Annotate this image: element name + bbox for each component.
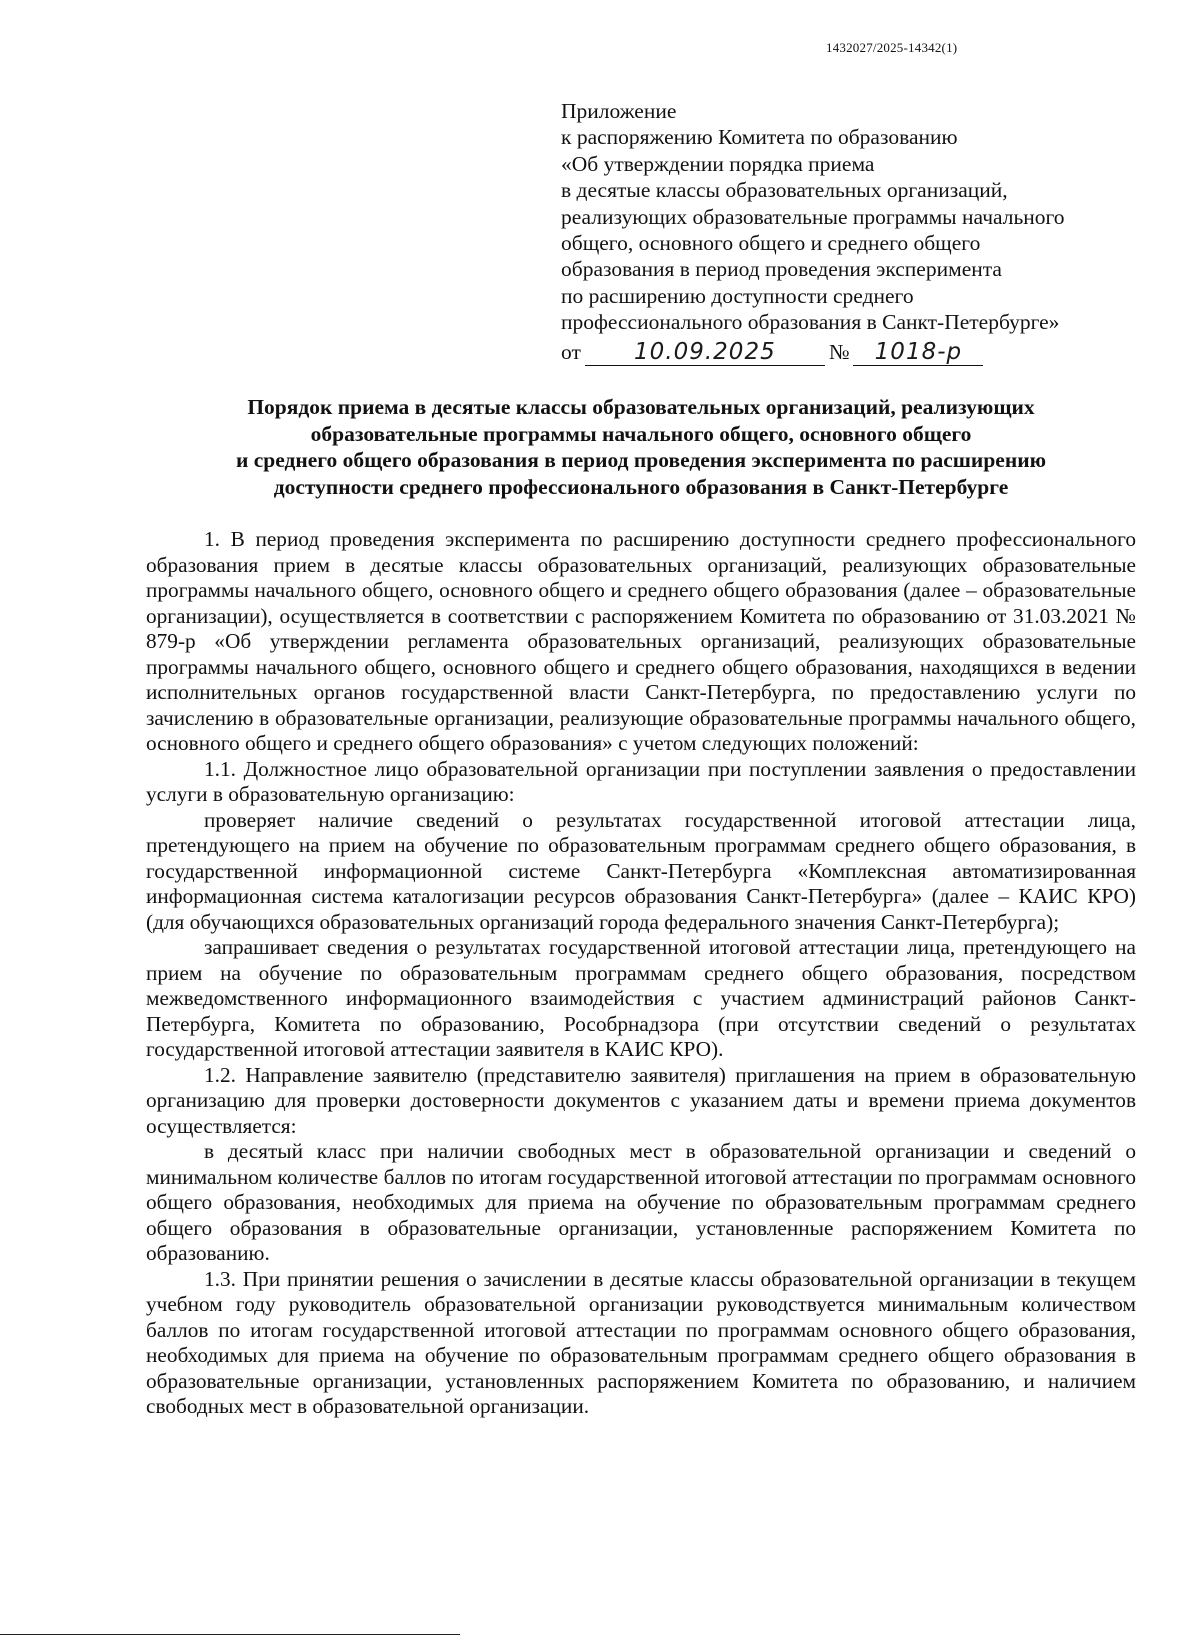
title-line: и среднего общего образования в период проведения эксперимента по расширению	[235, 448, 1047, 472]
paragraph-1-1-request: запрашивает сведения о результатах государственной итоговой аттестации лица, претендующего на прием на обучение по образовательным программам среднего общего образования, посредством межведомственного информационного взаимодействия с участием администраций районов Санкт-Петербурга, Комитета по образованию, Рособрнадзора (при отсутствии сведений о результатах государственной итоговой аттестации заявителя в КАИС КРО).	[146, 935, 1136, 1061]
appendix-line: реализующих образовательные программы начального	[561, 204, 1065, 229]
appendix-line: профессионального образования в Санкт-Петербурге»	[561, 310, 1060, 335]
appendix-line: общего, основного общего и среднего общего	[561, 231, 981, 256]
paragraph-1-2: 1.2. Направление заявителю (представителю заявителя) приглашения на прием в образовательную организацию для проверки достоверности документов с указанием даты и времени приема документов осуществляется:	[146, 1062, 1136, 1138]
registration-number: 1432027/2025-14342(1)	[826, 40, 958, 55]
order-date-number-line	[561, 336, 1161, 366]
paragraph-1-3: 1.3. При принятии решения о зачислении в десятые классы образовательной организации в текущем учебном году руководитель образовательной организации руководствуется минимальным количеством баллов по итогам государственной итоговой аттестации по программам основного общего образования, необходимых для приема на обучение по образовательным программам среднего общего образования в образовательные организации, установленных распоряжением Комитета по образованию, и наличием свободных мест в образовательной организации.	[146, 1266, 1136, 1418]
title-line: Порядок приема в десятые классы образовательных организаций, реализующих	[247, 395, 1035, 419]
appendix-line: в десятые классы образовательных организаций,	[561, 178, 1008, 203]
paragraph-1-1-check: проверяет наличие сведений о результатах государственной итоговой аттестации лица, претендующего на прием на обучение по образовательным программам среднего общего образования, в государственной информационной системе Санкт-Петербурга «Комплексная автоматизированная информационная система каталогизации ресурсов образования Санкт-Петербурга» (далее – КАИС КРО) (для обучающихся образовательных организаций города федерального значения Санкт-Петербурга);	[146, 807, 1136, 934]
appendix-line: Приложение	[561, 99, 677, 123]
appendix-line: «Об утверждении порядка приема	[561, 151, 875, 176]
title-line: образовательные программы начального общего, основного общего	[310, 421, 972, 446]
order-date-handwritten: 10.09.2025	[585, 339, 825, 366]
paragraph-1-2-tenth-class: в десятый класс при наличии свободных мест в образовательной организации и сведений о минимальном количестве баллов по итогам государственной итоговой аттестации по программам основного общего образования, необходимых для приема на обучение по образовательным программам среднего общего образования в образовательные организации, установленные распоряжением Комитета по образованию.	[146, 1139, 1136, 1265]
date-prefix: от	[561, 340, 581, 365]
number-prefix: №	[828, 340, 850, 365]
paragraph-1: 1. В период проведения эксперимента по расширению доступности среднего профессионального образования прием в десятые классы образовательных организаций, реализующих образовательные программы начального общего, основного общего и среднего общего образования (далее – образовательные организации), осуществляется в соответствии с распоряжением Комитета по образованию от 31.03.2021 № 879-р «Об утверждении регламента образовательных организаций, реализующих образовательные программы начального общего, основного общего и среднего общего образования, находящихся в ведении исполнительных органов государственной власти Санкт-Петербурга, по предоставлению услуги по зачислению в образовательные организации, реализующие образовательные программы начального общего, основного общего и среднего общего образования» с учетом следующих положений:	[146, 527, 1136, 755]
document-title	[146, 394, 1136, 500]
document-body	[146, 527, 1136, 1420]
paragraph-1-1: 1.1. Должностное лицо образовательной организации при поступлении заявления о предоставлении услуги в образовательную организацию:	[146, 756, 1136, 806]
appendix-line: образования в период проведения эксперимента	[561, 257, 1002, 282]
appendix-line: к распоряжению Комитета по образованию	[561, 125, 958, 150]
title-line: доступности среднего профессионального образования в Санкт-Петербурге	[273, 474, 1009, 499]
order-number-handwritten: 1018-р	[853, 339, 983, 366]
page-bottom-divider	[0, 1634, 460, 1635]
appendix-line: по расширению доступности среднего	[561, 283, 914, 308]
appendix-header	[561, 98, 1161, 366]
